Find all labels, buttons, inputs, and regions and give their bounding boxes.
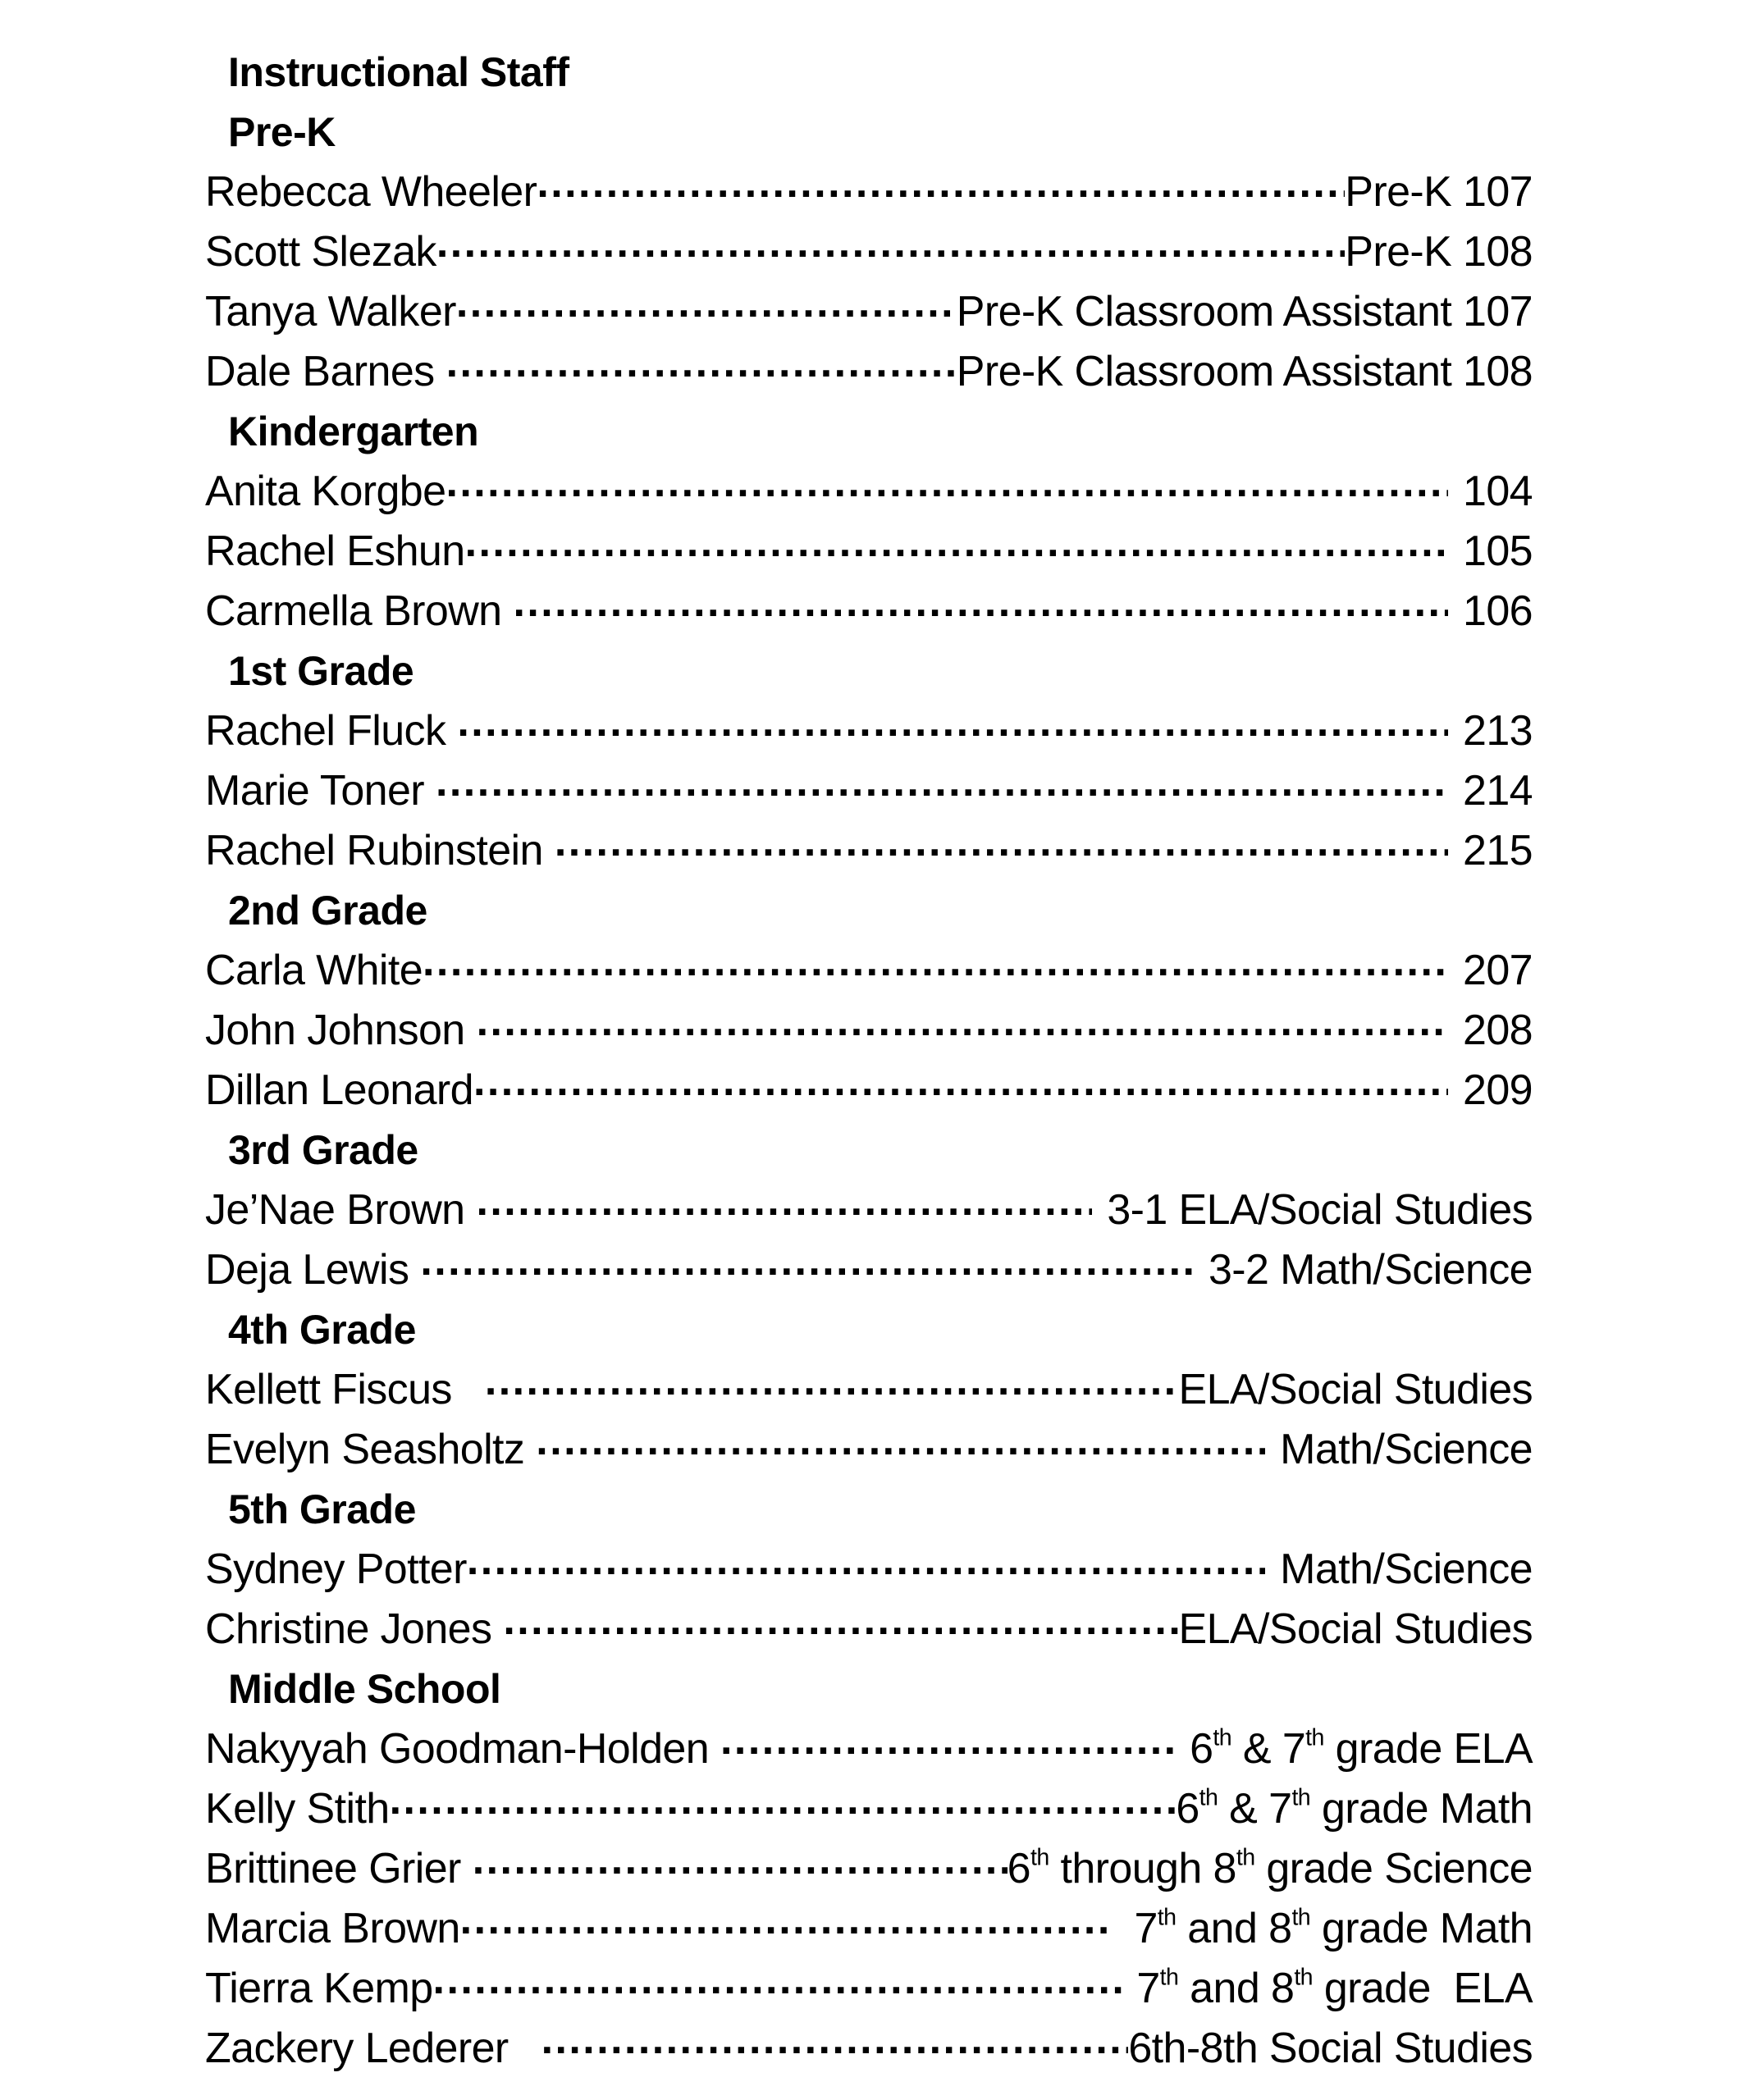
staff-role: 106 — [1463, 587, 1533, 635]
staff-row — [205, 701, 1533, 761]
dot-leader — [433, 1960, 1122, 2002]
staff-row — [205, 1240, 1533, 1300]
staff-role: 215 — [1463, 827, 1533, 874]
staff-role: 209 — [1463, 1066, 1533, 1114]
staff-role: 214 — [1463, 767, 1533, 815]
staff-role: Pre-K 107 — [1345, 168, 1533, 216]
staff-row — [205, 1540, 1533, 1600]
staff-name: Rachel Eshun — [205, 527, 465, 575]
dot-leader — [555, 822, 1448, 865]
dot-leader — [436, 223, 1345, 266]
dot-leader — [536, 1421, 1265, 1463]
dot-leader — [537, 163, 1345, 206]
dot-leader — [541, 2020, 1129, 2062]
staff-role: 6th & 7th grade ELA — [1190, 1724, 1533, 1773]
page-title: Instructional Staff — [228, 49, 569, 95]
staff-name: Christine Jones — [205, 1605, 492, 1653]
staff-name: Scott Slezak — [205, 228, 436, 276]
staff-role: 104 — [1463, 468, 1533, 515]
staff-row — [205, 1180, 1533, 1240]
staff-role: Pre-K Classroom Assistant 107 — [956, 288, 1533, 336]
staff-name: Evelyn Seasholtz — [205, 1426, 525, 1473]
staff-name: Nakyyah Goodman-Holden — [205, 1725, 710, 1773]
staff-role: 6th-8th Social Studies — [1128, 2025, 1533, 2072]
staff-row — [205, 1420, 1533, 1480]
section-heading-1st-grade: 1st Grade — [228, 648, 414, 694]
dot-leader — [436, 762, 1448, 805]
staff-role: Math/Science — [1280, 1545, 1533, 1593]
section-heading-3rd-grade: 3rd Grade — [228, 1127, 418, 1173]
staff-name: Carla White — [205, 947, 423, 994]
section-heading-4th-grade: 4th Grade — [228, 1307, 416, 1353]
staff-role: 6th & 7th grade Math — [1176, 1784, 1533, 1833]
staff-row — [205, 1719, 1533, 1779]
staff-role: 213 — [1463, 707, 1533, 755]
staff-row — [205, 1360, 1533, 1420]
staff-row — [205, 941, 1533, 1001]
staff-name: Dale Barnes — [205, 348, 435, 395]
staff-name: Tierra Kemp — [205, 1965, 433, 2012]
dot-leader — [477, 1002, 1448, 1044]
staff-row — [205, 1779, 1533, 1839]
staff-role: 3-2 Math/Science — [1208, 1246, 1533, 1294]
staff-name: Dillan Leonard — [205, 1066, 473, 1114]
staff-role: ELA/Social Studies — [1178, 1366, 1533, 1413]
section-heading-middle-school: Middle School — [228, 1666, 501, 1712]
staff-row — [205, 462, 1533, 522]
staff-row — [205, 1061, 1533, 1121]
staff-name: Zackery Lederer — [205, 2025, 509, 2072]
staff-name: Je’Nae Brown — [205, 1186, 465, 1234]
staff-role: 7th and 8th grade Math — [1134, 1904, 1533, 1952]
staff-row — [205, 1001, 1533, 1061]
dot-leader — [390, 1780, 1177, 1823]
staff-role: Math/Science — [1280, 1426, 1533, 1473]
dot-leader — [423, 942, 1448, 984]
staff-name: Deja Lewis — [205, 1246, 409, 1294]
staff-row — [205, 1600, 1533, 1659]
staff-row — [205, 761, 1533, 821]
staff-role: 207 — [1463, 947, 1533, 994]
staff-name: Anita Korgbe — [205, 468, 446, 515]
dot-leader — [457, 702, 1448, 745]
staff-name: Rebecca Wheeler — [205, 168, 537, 216]
section-heading-prek: Pre-K — [228, 109, 336, 155]
dot-leader — [465, 523, 1448, 565]
staff-row — [205, 1839, 1533, 1899]
staff-row — [205, 162, 1533, 222]
staff-name: John Johnson — [205, 1007, 465, 1054]
staff-row — [205, 282, 1533, 342]
staff-row — [205, 522, 1533, 582]
dot-leader — [477, 1181, 1093, 1224]
dot-leader — [514, 582, 1449, 625]
section-heading-2nd-grade: 2nd Grade — [228, 888, 427, 934]
staff-role: 7th and 8th grade ELA — [1136, 1964, 1533, 2012]
staff-name: Sydney Potter — [205, 1545, 467, 1593]
dot-leader — [485, 1361, 1179, 1404]
dot-leader — [473, 1061, 1448, 1104]
staff-name: Kellett Fiscus — [205, 1366, 452, 1413]
staff-name: Rachel Rubinstein — [205, 827, 543, 874]
staff-row — [205, 222, 1533, 282]
dot-leader — [460, 1900, 1110, 1942]
staff-name: Carmella Brown — [205, 587, 502, 635]
dot-leader — [467, 1541, 1265, 1583]
dot-leader — [445, 463, 1448, 505]
dot-leader — [503, 1600, 1178, 1643]
dot-leader — [456, 283, 957, 326]
staff-row — [205, 1959, 1533, 2019]
staff-role: ELA/Social Studies — [1178, 1605, 1533, 1653]
staff-directory — [205, 43, 1533, 2079]
staff-role: Pre-K 108 — [1345, 228, 1533, 276]
staff-row — [205, 582, 1533, 641]
staff-role: 3-1 ELA/Social Studies — [1107, 1186, 1533, 1234]
staff-role: 208 — [1463, 1007, 1533, 1054]
staff-name: Marcia Brown — [205, 1905, 460, 1952]
dot-leader — [446, 343, 957, 386]
staff-name: Tanya Walker — [205, 288, 456, 336]
staff-row — [205, 2019, 1533, 2079]
staff-row — [205, 1899, 1533, 1959]
dot-leader — [420, 1241, 1194, 1284]
section-heading-kindergarten: Kindergarten — [228, 409, 479, 454]
staff-name: Kelly Stith — [205, 1785, 390, 1833]
dot-leader — [473, 1840, 1008, 1883]
staff-name: Rachel Fluck — [205, 707, 446, 755]
staff-row — [205, 821, 1533, 881]
staff-role: Pre-K Classroom Assistant 108 — [956, 348, 1533, 395]
staff-role: 6th through 8th grade Science — [1007, 1844, 1533, 1892]
staff-name: Brittinee Grier — [205, 1845, 461, 1892]
section-heading-5th-grade: 5th Grade — [228, 1486, 416, 1532]
staff-row — [205, 342, 1533, 402]
staff-role: 105 — [1463, 527, 1533, 575]
dot-leader — [720, 1720, 1175, 1763]
staff-name: Marie Toner — [205, 767, 425, 815]
